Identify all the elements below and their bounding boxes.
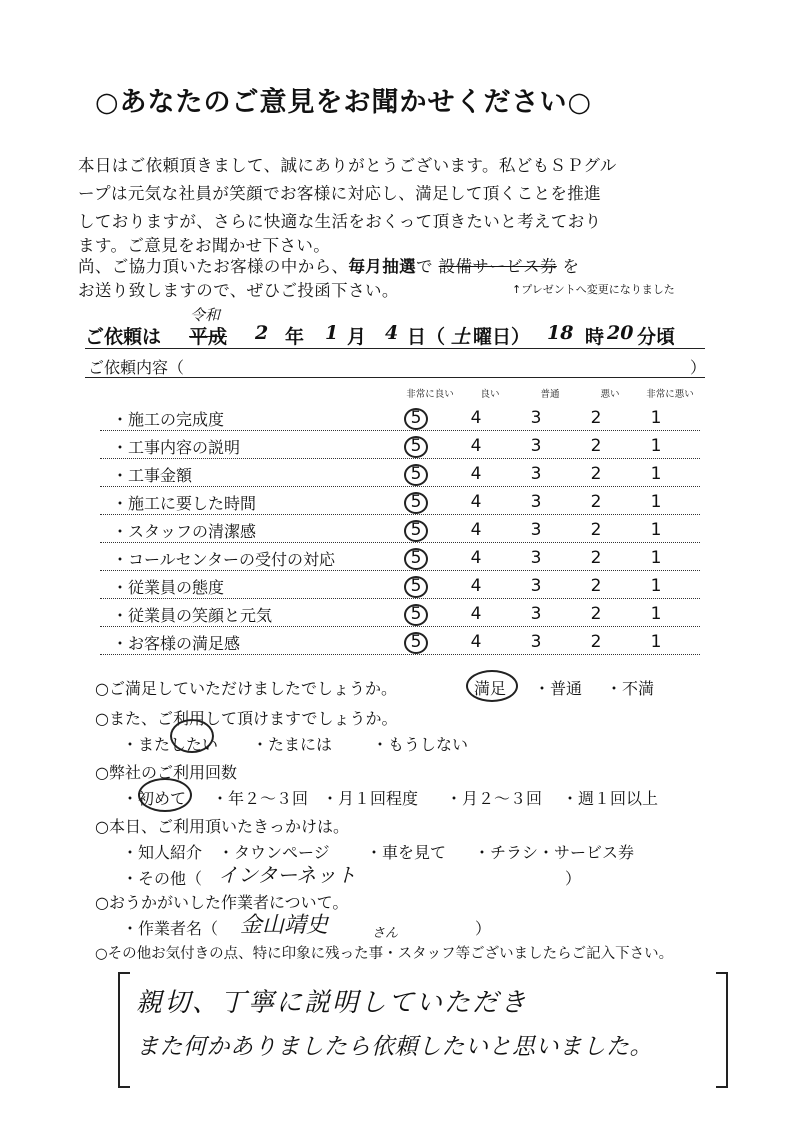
weekday-label: 曜日） <box>473 326 531 348</box>
request-content-label: ご依頼内容（ <box>88 358 185 377</box>
worker-honorific: さん <box>372 926 399 941</box>
rating-item-label: ・コールセンターの受付の対応 <box>112 550 336 569</box>
q-comments: ○その他お気付きの点、特に印象に残った事・スタッフ等ございましたらご記入下さい。 <box>95 946 674 962</box>
rating-option-1[interactable]: 1 <box>650 548 662 568</box>
rating-item-label: ・工事内容の説明 <box>112 438 241 457</box>
rating-option-4[interactable]: 4 <box>470 576 482 596</box>
rating-option-4[interactable]: 4 <box>470 464 482 484</box>
scale-header-good: 良い <box>480 389 500 400</box>
rating-item-label: ・従業員の態度 <box>112 578 225 597</box>
rating-item-label: ・施工の完成度 <box>112 410 225 429</box>
rating-option-3[interactable]: 3 <box>530 408 542 428</box>
request-content-close: ） <box>690 358 707 377</box>
opt-first-time[interactable]: ・初めて <box>122 789 187 808</box>
rating-option-5[interactable]: 5 <box>410 576 422 596</box>
rating-row-rule <box>100 486 700 487</box>
rating-option-5[interactable]: 5 <box>410 632 422 652</box>
comments-bracket-left <box>118 972 130 1088</box>
worker-name-value[interactable]: 金山靖史 <box>240 913 329 938</box>
rating-row-rule <box>100 598 700 599</box>
rating-option-5[interactable]: 5 <box>410 520 422 540</box>
rating-option-3[interactable]: 3 <box>530 548 542 568</box>
opt-weekly[interactable]: ・週１回以上 <box>562 789 659 808</box>
rating-option-2[interactable]: 2 <box>590 520 602 540</box>
other-value[interactable]: インターネット <box>218 863 357 887</box>
rating-option-5[interactable]: 5 <box>410 436 422 456</box>
rating-option-1[interactable]: 1 <box>650 464 662 484</box>
rating-row-rule <box>100 570 700 571</box>
rating-option-4[interactable]: 4 <box>470 548 482 568</box>
comments-box[interactable] <box>118 972 728 1122</box>
selected-circle <box>404 632 428 654</box>
rating-item-label: ・お客様の満足感 <box>112 634 241 653</box>
rating-option-5[interactable]: 5 <box>410 604 422 624</box>
selected-circle <box>404 492 428 514</box>
rating-option-1[interactable]: 1 <box>650 632 662 652</box>
rating-option-1[interactable]: 1 <box>650 576 662 596</box>
opt-saw-car[interactable]: ・車を見て <box>366 843 447 862</box>
rating-option-1[interactable]: 1 <box>650 436 662 456</box>
rating-row-rule <box>100 654 700 655</box>
opt-dissatisfied[interactable]: ・不満 <box>606 679 655 698</box>
month-label: 月 <box>347 326 367 348</box>
comments-bracket-right <box>716 972 728 1088</box>
intro-line-6: お送り致しますので、ぜひご投函下さい。 <box>78 281 399 300</box>
rating-option-4[interactable]: 4 <box>470 436 482 456</box>
month-value: 1 <box>325 322 339 344</box>
rating-item-label: ・工事金額 <box>112 466 193 485</box>
handwritten-note: ↑プレゼントへ変更になりました <box>512 283 675 296</box>
rating-option-3[interactable]: 3 <box>530 520 542 540</box>
rating-option-2[interactable]: 2 <box>590 408 602 428</box>
other-close: ） <box>565 869 582 888</box>
rating-option-1[interactable]: 1 <box>650 492 662 512</box>
selected-circle <box>404 436 428 458</box>
rating-option-3[interactable]: 3 <box>530 492 542 512</box>
hour-value: 18 <box>547 322 574 344</box>
selected-circle <box>404 408 428 430</box>
day-label: 日（ <box>407 326 446 348</box>
rating-option-2[interactable]: 2 <box>590 464 602 484</box>
rating-option-2[interactable]: 2 <box>590 604 602 624</box>
rating-option-5[interactable]: 5 <box>410 492 422 512</box>
opt-flyer[interactable]: ・チラシ・サービス券 <box>474 843 635 862</box>
opt-2-3-per-year[interactable]: ・年２～３回 <box>212 789 309 808</box>
rating-option-1[interactable]: 1 <box>650 604 662 624</box>
day-value: 4 <box>385 322 399 344</box>
selected-circle <box>404 520 428 542</box>
opt-2-3-monthly[interactable]: ・月２～３回 <box>446 789 543 808</box>
date-prefix: ご依頼は <box>85 326 162 348</box>
weekday-value: 土 <box>451 326 471 348</box>
selected-circle <box>404 576 428 598</box>
selected-circle <box>404 464 428 486</box>
request-content-rule <box>85 377 705 378</box>
scale-header-average: 普通 <box>540 389 560 400</box>
scale-header-bad: 悪い <box>600 389 620 400</box>
year-label: 年 <box>285 326 305 348</box>
q-usage-count: ○弊社のご利用回数 <box>95 763 237 782</box>
rating-row-rule <box>100 458 700 459</box>
intro-line-3: しておりますが、さらに快適な生活をおくって頂きたいと考えており <box>78 212 602 231</box>
rating-option-3[interactable]: 3 <box>530 576 542 596</box>
comment-line-1: 親切、丁寧に説明していただき <box>136 988 529 1018</box>
rating-row-rule <box>100 626 700 627</box>
era-printed: 平成 <box>189 326 228 348</box>
rating-row-rule <box>100 430 700 431</box>
intro-line-5c: で <box>416 257 433 276</box>
rating-option-3[interactable]: 3 <box>530 464 542 484</box>
rating-option-4[interactable]: 4 <box>470 520 482 540</box>
rating-option-2[interactable]: 2 <box>590 632 602 652</box>
page-title: ○あなたのご意見をお聞かせください○ <box>95 87 593 118</box>
opt-never[interactable]: ・もうしない <box>372 735 469 754</box>
rating-option-1[interactable]: 1 <box>650 408 662 428</box>
worker-name-label: ・作業者名（ <box>122 919 219 938</box>
rating-option-4[interactable]: 4 <box>470 632 482 652</box>
rating-option-5[interactable]: 5 <box>410 464 422 484</box>
intro-line-5 <box>78 253 579 277</box>
intro-line-5a: 尚、ご協力頂いたお客様の中から、 <box>78 257 349 276</box>
q-worker: ○おうかがいした作業者について。 <box>95 893 349 912</box>
rating-option-2[interactable]: 2 <box>590 436 602 456</box>
rating-option-4[interactable]: 4 <box>470 408 482 428</box>
scale-header-very-bad: 非常に悪い <box>646 389 694 400</box>
rating-option-2[interactable]: 2 <box>590 548 602 568</box>
date-rule <box>85 348 705 349</box>
intro-line-5e: を <box>562 257 580 276</box>
worker-name-close: ） <box>475 919 492 938</box>
hour-label: 時 <box>585 326 605 348</box>
selected-circle <box>404 604 428 626</box>
rating-row-rule <box>100 542 700 543</box>
opt-normal[interactable]: ・普通 <box>534 679 583 698</box>
opt-referral[interactable]: ・知人紹介 <box>122 843 203 862</box>
rating-option-4[interactable]: 4 <box>470 604 482 624</box>
opt-once-monthly[interactable]: ・月１回程度 <box>322 789 419 808</box>
rating-item-label: ・施工に要した時間 <box>112 494 257 513</box>
intro-line-2: ープは元気な社員が笑顔でお客様に対応し、満足して頂くことを推進 <box>78 184 602 203</box>
q-trigger: ○本日、ご利用頂いたきっかけは。 <box>95 817 349 836</box>
rating-option-2[interactable]: 2 <box>590 492 602 512</box>
rating-option-4[interactable]: 4 <box>470 492 482 512</box>
rating-option-1[interactable]: 1 <box>650 520 662 540</box>
rating-item-label: ・従業員の笑顔と元気 <box>112 606 273 625</box>
era-handwritten: 令和 <box>190 306 221 324</box>
year-value: 2 <box>255 322 269 344</box>
struck-coupon-text: 設備サービス券 <box>438 257 557 276</box>
opt-sometimes[interactable]: ・たまには <box>252 735 333 754</box>
q-satisfaction: ○ご満足していただけましたでしょうか。 <box>95 679 397 698</box>
q-reuse: ○また、ご利用して頂けますでしょうか。 <box>95 709 398 728</box>
rating-item-label: ・スタッフの清潔感 <box>112 522 257 541</box>
selected-circle <box>404 548 428 570</box>
rating-option-3[interactable]: 3 <box>530 632 542 652</box>
rating-option-5[interactable]: 5 <box>410 548 422 568</box>
opt-other-label: ・その他（ <box>122 869 203 888</box>
scale-header-very-good: 非常に良い <box>406 389 454 400</box>
monthly-lottery: 毎月抽選 <box>348 257 417 276</box>
comment-line-2: また何かありましたら依頼したいと思いました。 <box>136 1034 653 1060</box>
minute-value: 20 <box>607 322 634 344</box>
rating-option-2[interactable]: 2 <box>590 576 602 596</box>
intro-line-4: ます。ご意見をお聞かせ下さい。 <box>78 236 331 255</box>
minute-label: 分頃 <box>637 326 676 348</box>
rating-row-rule <box>100 514 700 515</box>
opt-satisfied[interactable]: 満足 <box>474 679 507 698</box>
rating-option-5[interactable]: 5 <box>410 408 422 428</box>
intro-line-1: 本日はご依頼頂きまして、誠にありがとうございます。私どもＳＰグル <box>78 156 617 175</box>
opt-again[interactable]: ・またしたい <box>122 735 219 754</box>
rating-option-3[interactable]: 3 <box>530 604 542 624</box>
rating-option-3[interactable]: 3 <box>530 436 542 456</box>
opt-town-page[interactable]: ・タウンページ <box>218 843 330 862</box>
